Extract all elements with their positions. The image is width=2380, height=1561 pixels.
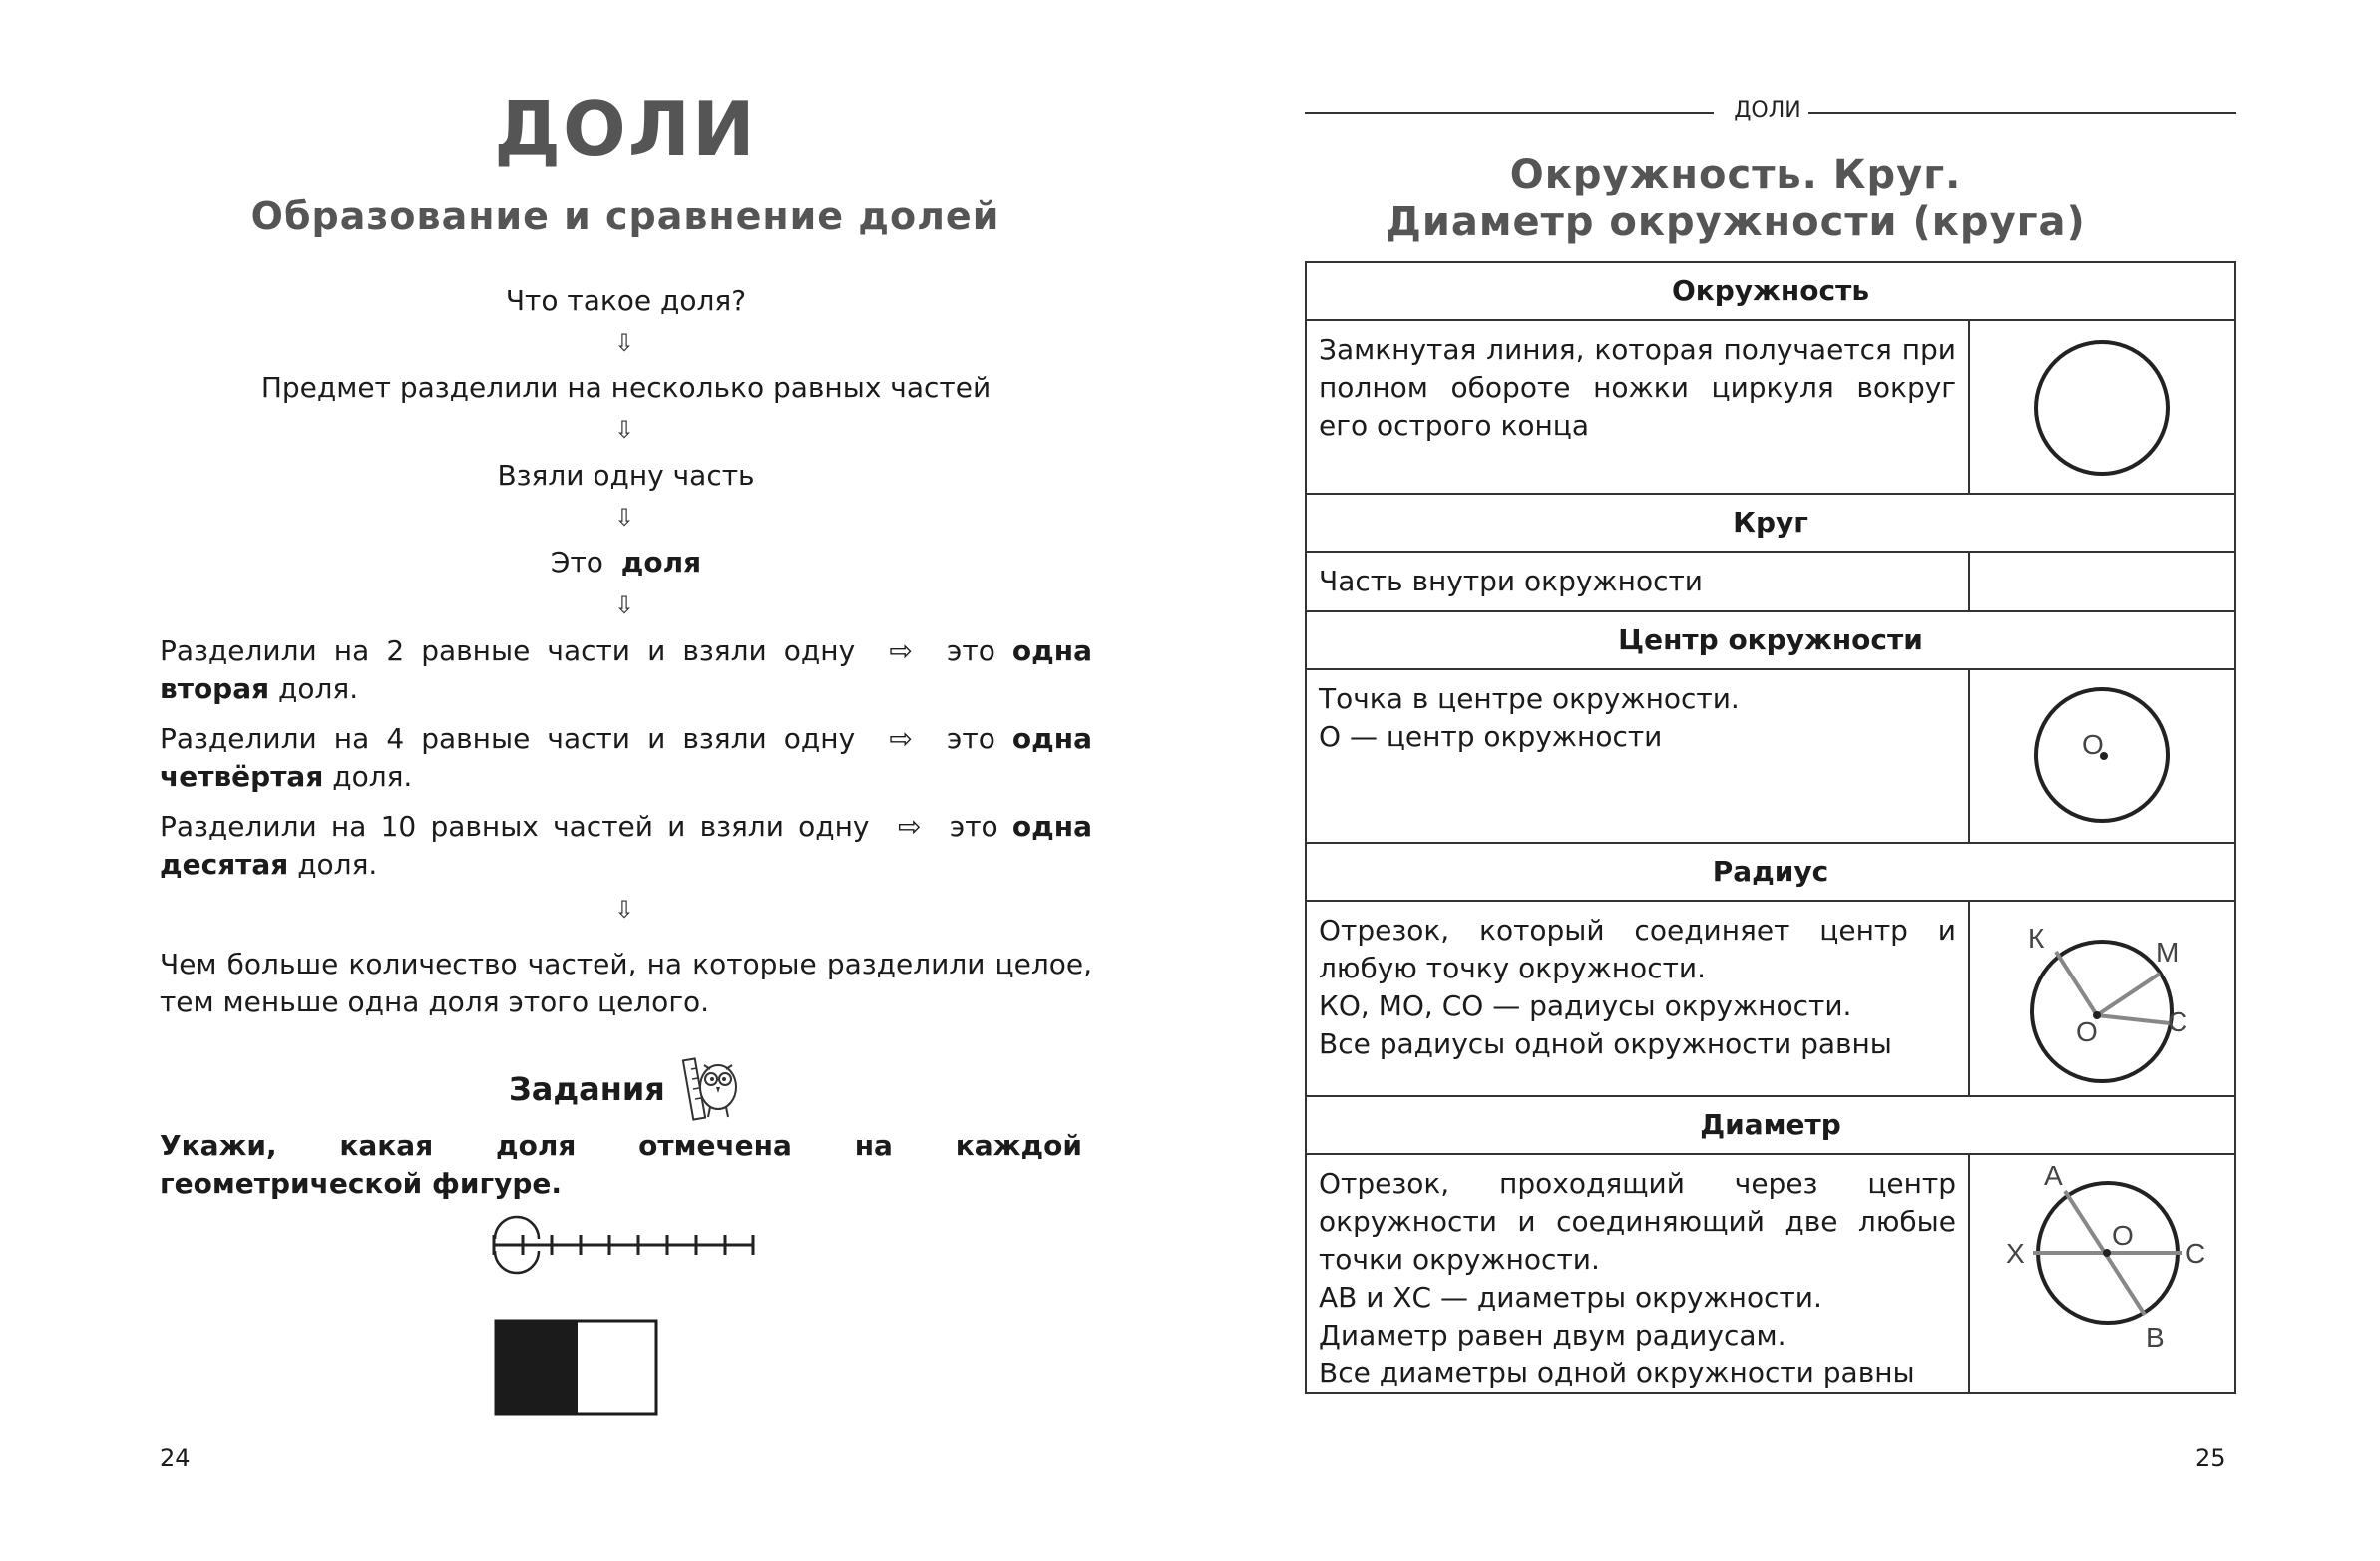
task-instruction: Укажи, какая доля отмечена на каждой геометрической фигуре. xyxy=(160,1129,1082,1200)
svg-text:О: О xyxy=(2112,1220,2134,1251)
empty-figure-cell xyxy=(1969,552,2235,611)
definitions-table xyxy=(1305,261,2236,1394)
radius-figure xyxy=(1969,901,2235,1096)
example-paragraph: Разделили на 2 равные части и взяли одну ⇨ это одна вторая доля. xyxy=(160,634,1093,705)
center-figure xyxy=(1969,669,2235,843)
down-arrow-icon: ⇩ xyxy=(613,416,635,444)
rectangle-figure xyxy=(494,1319,658,1416)
right-arrow-icon: ⇨ xyxy=(889,634,913,667)
segment-figure xyxy=(489,1215,758,1275)
section-description: Точка в центре окружности. О — центр окружности xyxy=(1306,669,1969,843)
flow-step-1: Предмет разделили на несколько равных частей xyxy=(260,371,992,404)
section-heading: Диаметр xyxy=(1306,1096,2235,1154)
right-arrow-icon: ⇨ xyxy=(897,810,922,843)
right-arrow-icon: ⇨ xyxy=(889,722,913,755)
svg-text:С: С xyxy=(2185,1238,2206,1269)
section-description: Отрезок, который соединяет центр и любую точку окружности. КО, МО, СО — радиусы окружности. Все радиусы одной окружности равны xyxy=(1306,901,1969,1096)
section-heading: Радиус xyxy=(1306,843,2235,901)
page-number: 24 xyxy=(160,1444,191,1472)
circle-figure xyxy=(1969,320,2235,494)
flow-step-2: Взяли одну часть xyxy=(497,459,755,492)
down-arrow-icon: ⇩ xyxy=(613,896,635,924)
owl-ruler-icon xyxy=(666,1047,746,1127)
section-description: Часть внутри окружности xyxy=(1306,552,1969,611)
section-description: Замкнутая линия, которая получается при полном обороте ножки циркуля вокруг его острого конца xyxy=(1306,320,1969,494)
section-heading: Центр окружности xyxy=(1306,611,2235,669)
section-description: Отрезок, проходящий через центр окружности и соединяющий две любые точки окружности. АВ и ХС — диаметры окружности. Диаметр равен двум радиусам. Все диаметры одной окружности равны xyxy=(1306,1154,1969,1393)
flow-step-3: Это доля xyxy=(550,546,702,579)
center-label: О xyxy=(2082,729,2104,760)
running-header: ДОЛИ xyxy=(1734,98,1801,123)
page-title: Окружность. Круг. xyxy=(1509,152,1962,197)
svg-text:М: М xyxy=(2156,937,2180,968)
right-page xyxy=(1190,0,2380,1561)
example-paragraph: Разделили на 4 равные части и взяли одну ⇨ это одна четвёртая доля. xyxy=(160,722,1093,793)
down-arrow-icon: ⇩ xyxy=(613,504,635,532)
section-heading: Окружность xyxy=(1306,262,2235,320)
tasks-heading: Задания xyxy=(509,1070,665,1108)
header-rule xyxy=(1808,112,2236,114)
header-rule xyxy=(1305,112,1714,114)
down-arrow-icon: ⇩ xyxy=(613,591,635,619)
flow-question: Что такое доля? xyxy=(505,284,747,317)
svg-text:Х: Х xyxy=(2006,1238,2025,1269)
svg-text:О: О xyxy=(2076,1016,2098,1047)
svg-text:А: А xyxy=(2044,1160,2063,1191)
svg-text:К: К xyxy=(2028,923,2045,954)
section-heading: Круг xyxy=(1306,494,2235,552)
diameter-figure xyxy=(1969,1154,2235,1393)
svg-text:С: С xyxy=(2168,1006,2188,1037)
down-arrow-icon: ⇩ xyxy=(613,329,635,357)
page-number: 25 xyxy=(2195,1444,2226,1472)
page-subtitle: Образование и сравнение долей xyxy=(250,195,1000,238)
page-title: ДОЛИ xyxy=(494,85,757,173)
conclusion-paragraph: Чем больше количество частей, на которые разделили целое, тем меньше одна доля этого целого. xyxy=(160,948,1092,1018)
page-title: Диаметр окружности (круга) xyxy=(1386,199,2086,245)
svg-text:В: В xyxy=(2146,1322,2165,1353)
example-paragraph: Разделили на 10 равных частей и взяли одну ⇨ это одна десятая доля. xyxy=(160,810,1092,881)
